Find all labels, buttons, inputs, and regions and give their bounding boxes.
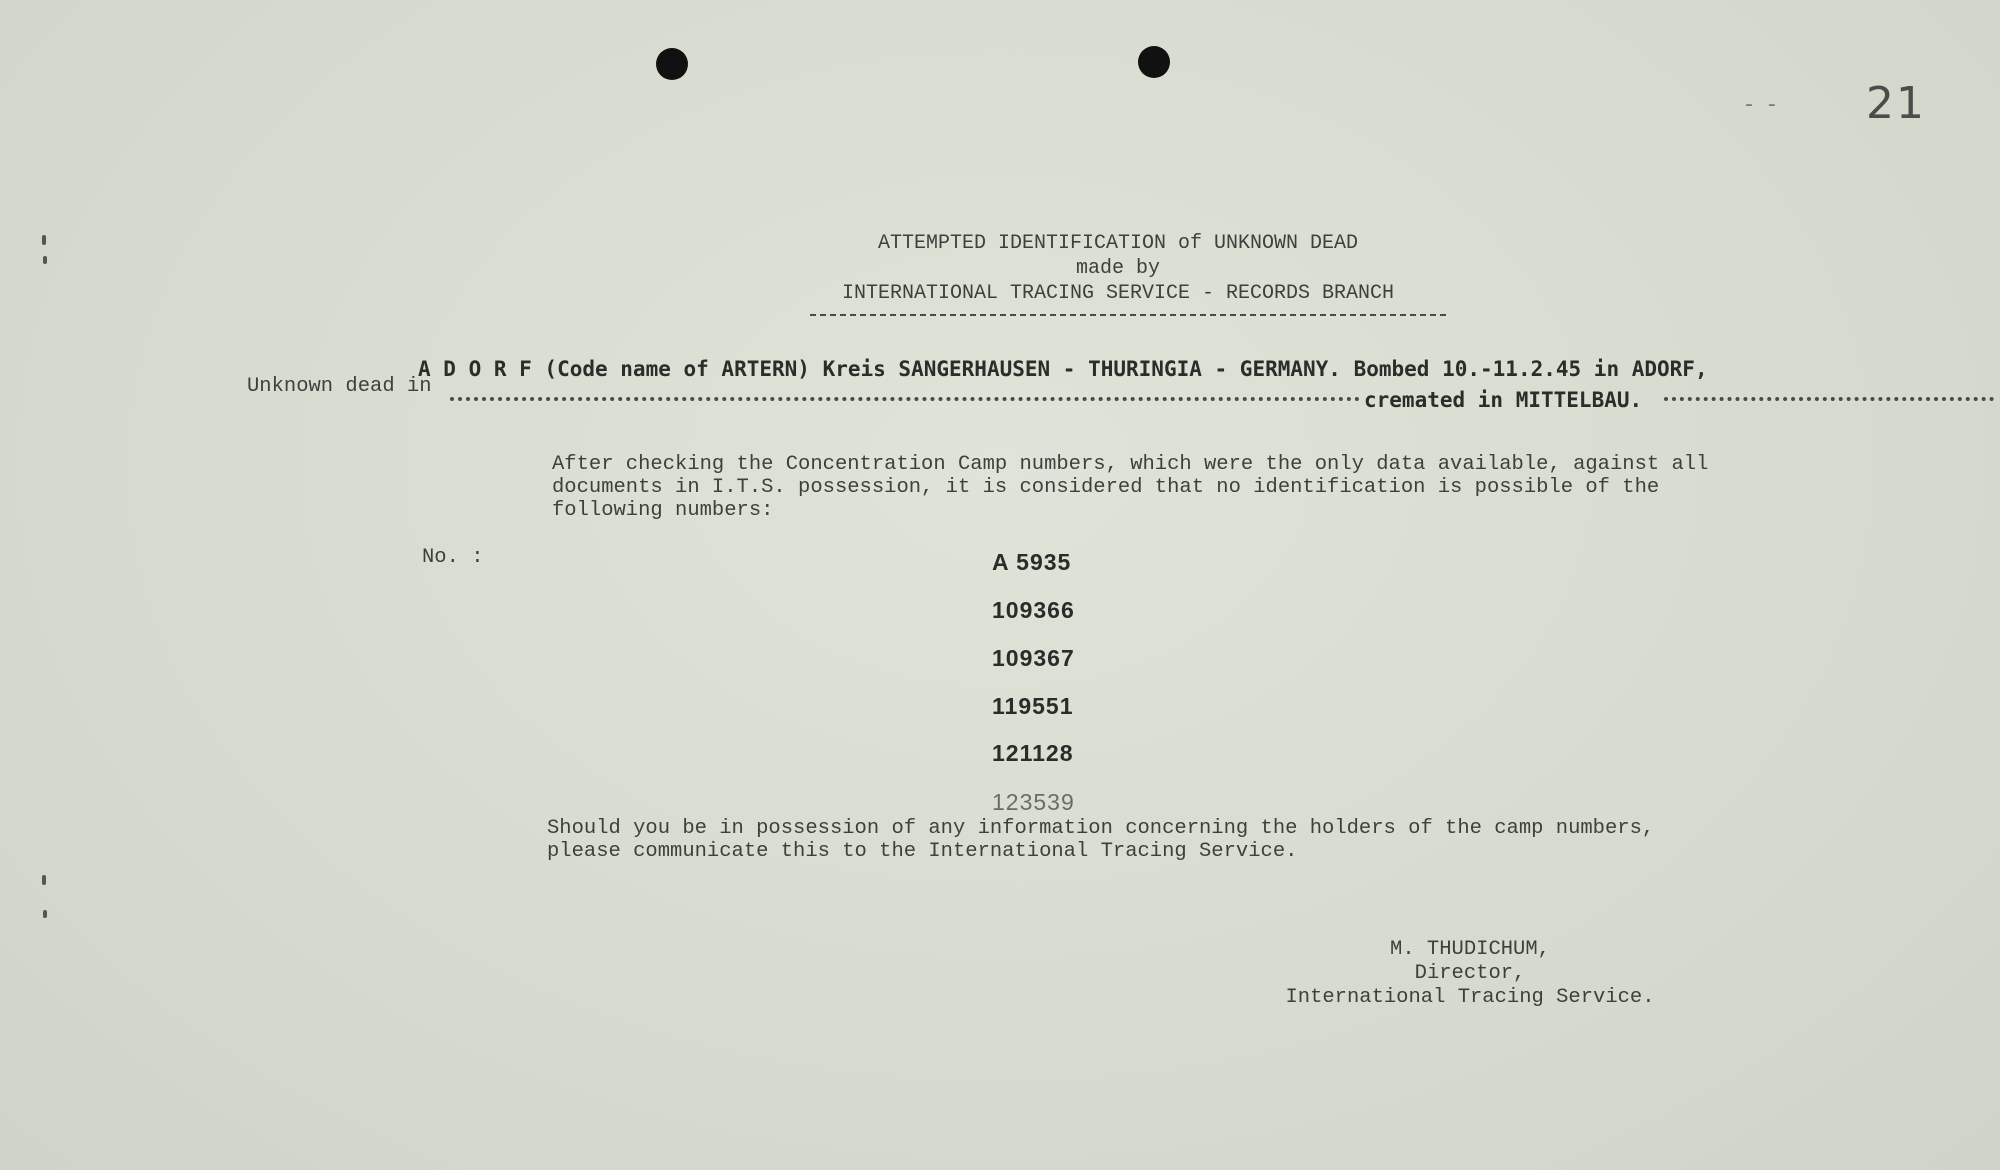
signature-organization: International Tracing Service. xyxy=(1285,986,1655,1009)
header-rule xyxy=(810,314,1446,316)
corner-dash-mark: - - xyxy=(1745,92,1780,117)
margin-mark xyxy=(42,875,46,885)
location-line-1: A D O R F (Code name of ARTERN) Kreis SANGERHAUSEN - THURINGIA - GERMANY. Bombed 10.-11.2.45 in ADORF, xyxy=(418,357,1708,381)
margin-mark xyxy=(43,910,47,918)
header-line-2: made by xyxy=(1075,257,1160,280)
intro-line-3: following numbers: xyxy=(552,499,774,522)
closing-line-2: please communicate this to the International Tracing Service. xyxy=(547,840,1298,863)
camp-number: 123539 xyxy=(992,789,1075,815)
numbers-label: No. : xyxy=(422,546,484,569)
camp-number: 109366 xyxy=(992,597,1075,623)
page-number: 21 xyxy=(1866,78,1926,129)
dotted-fill-line xyxy=(450,397,1360,401)
margin-mark xyxy=(43,256,47,264)
punch-hole-right xyxy=(1138,46,1170,78)
signature-name: M. THUDICHUM, xyxy=(1390,938,1550,961)
dotted-fill-line xyxy=(1664,397,1994,401)
intro-line-1: After checking the Concentration Camp numbers, which were the only data available, against all xyxy=(552,453,1709,476)
closing-line-1: Should you be in possession of any information concerning the holders of the camp numbers, xyxy=(547,817,1655,840)
margin-mark xyxy=(42,235,46,245)
camp-number: 119551 xyxy=(992,693,1074,719)
camp-number: A 5935 xyxy=(992,549,1072,575)
camp-number: 109367 xyxy=(992,645,1075,671)
header-line-1: ATTEMPTED IDENTIFICATION of UNKNOWN DEAD xyxy=(877,232,1359,255)
intro-line-2: documents in I.T.S. possession, it is considered that no identification is possible of the xyxy=(552,476,1660,499)
signature-title: Director, xyxy=(1414,962,1526,985)
camp-number: 121128 xyxy=(992,740,1074,766)
header-line-3: INTERNATIONAL TRACING SERVICE - RECORDS BRANCH xyxy=(841,282,1395,305)
unknown-dead-label: Unknown dead in xyxy=(247,375,432,398)
punch-hole-left xyxy=(656,48,688,80)
location-line-2: cremated in MITTELBAU. xyxy=(1364,388,1643,412)
